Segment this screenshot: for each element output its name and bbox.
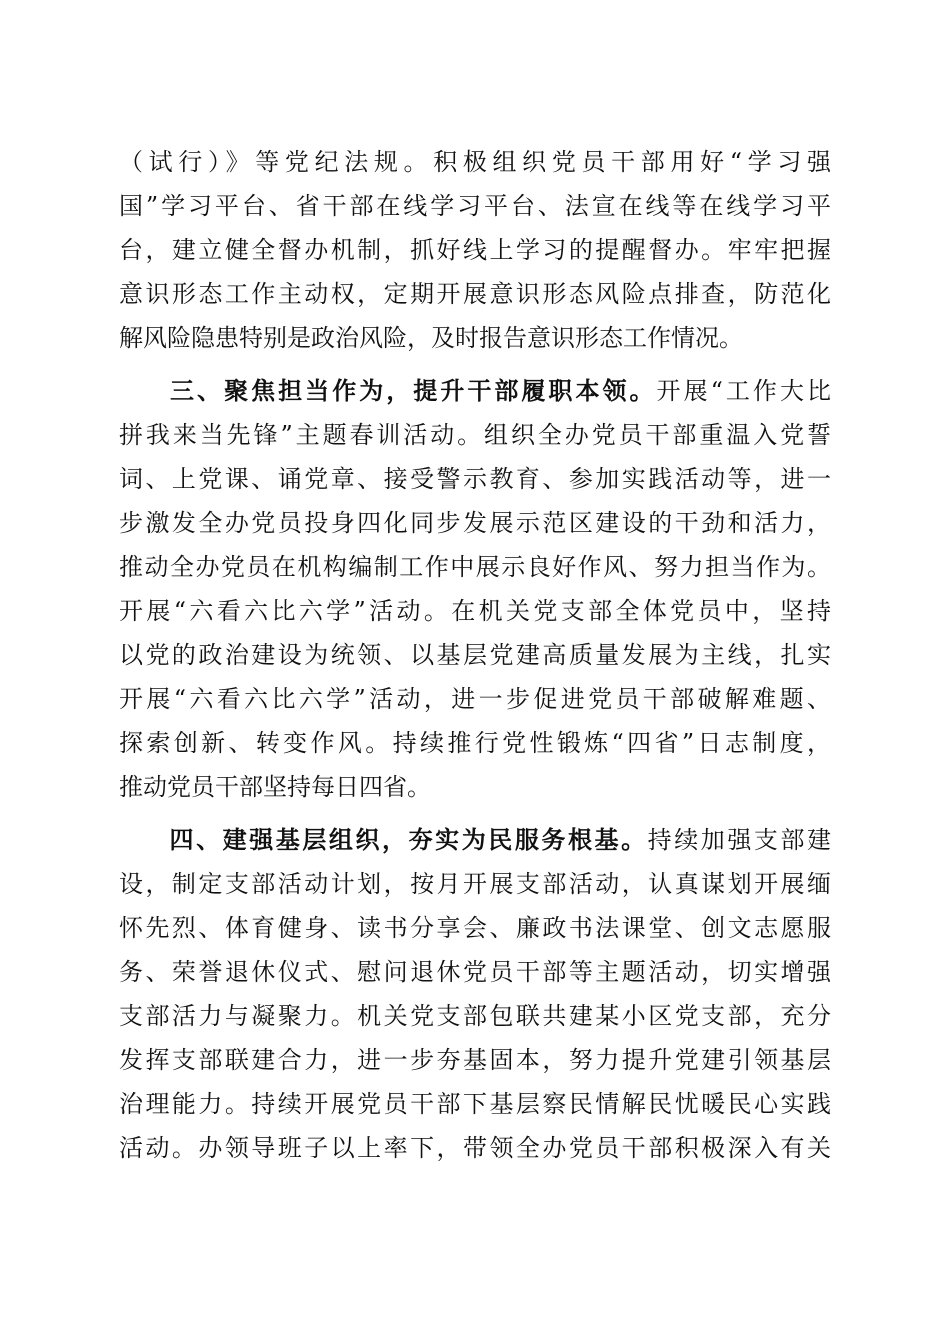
text-line: 怀先烈、体育健身、读书分享会、廉政书法课堂、创文志愿服 — [119, 914, 831, 942]
text-line: 拼我来当先锋”主题春训活动。组织全办党员干部重温入党誓 — [119, 421, 831, 449]
text-line: 以党的政治建设为统领、以基层党建高质量发展为主线，扎实 — [119, 641, 831, 669]
section-heading-four: 四、建强基层组织，夯实为民服务根基。 — [167, 826, 648, 854]
text-line: 探索创新、转变作风。持续推行党性锻炼“四省”日志制度， — [119, 729, 831, 757]
text-line: 务、荣誉退休仪式、慰问退休党员干部等主题活动，切实增强 — [119, 958, 831, 986]
section-heading-three: 三、聚焦担当作为，提升干部履职本领。 — [167, 377, 657, 405]
text-line: 词、上党课、诵党章、接受警示教育、参加实践活动等，进一 — [119, 465, 831, 493]
text-line: 步激发全办党员投身四化同步发展示范区建设的干劲和活力， — [119, 509, 831, 537]
text-line-first — [119, 369, 831, 413]
text-line: 治理能力。持续开展党员干部下基层察民情解民忧暖民心实践 — [119, 1090, 831, 1118]
text-run: 持续加强支部建 — [647, 826, 832, 854]
text-line: （试行）》等党纪法规。积极组织党员干部用好“学习强 — [119, 148, 831, 176]
text-line: 推动全办党员在机构编制工作中展示良好作风、努力担当作为。 — [119, 553, 831, 581]
text-line: 意识形态工作主动权，定期开展意识形态风险点排查，防范化 — [119, 280, 831, 308]
text-line: 开展“六看六比六学”活动，进一步促进党员干部破解难题、 — [119, 685, 831, 713]
text-line: 台，建立健全督办机制，抓好线上学习的提醒督办。牢牢把握 — [119, 236, 831, 264]
text-line: 开展“六看六比六学”活动。在机关党支部全体党员中，坚持 — [119, 597, 831, 625]
text-line: 发挥支部联建合力，进一步夯基固本，努力提升党建引领基层 — [119, 1046, 831, 1074]
text-line: 设，制定支部活动计划，按月开展支部活动，认真谋划开展缅 — [119, 870, 831, 898]
text-line: 推动党员干部坚持每日四省。 — [119, 773, 431, 801]
text-line: 解风险隐患特别是政治风险，及时报告意识形态工作情况。 — [119, 324, 743, 352]
paragraph-section-three — [119, 369, 831, 809]
paragraph-section-four — [119, 818, 831, 1170]
text-line: 国”学习平台、省干部在线学习平台、法宣在线等在线学习平 — [119, 192, 831, 220]
text-line: 活动。办领导班子以上率下，带领全办党员干部积极深入有关 — [119, 1134, 831, 1162]
paragraph-study-platforms — [119, 140, 831, 360]
document-body — [119, 140, 831, 1170]
text-line-first — [119, 818, 831, 862]
text-line: 支部活力与凝聚力。机关党支部包联共建某小区党支部，充分 — [119, 1002, 831, 1030]
text-run: 开展“工作大比 — [656, 377, 831, 405]
